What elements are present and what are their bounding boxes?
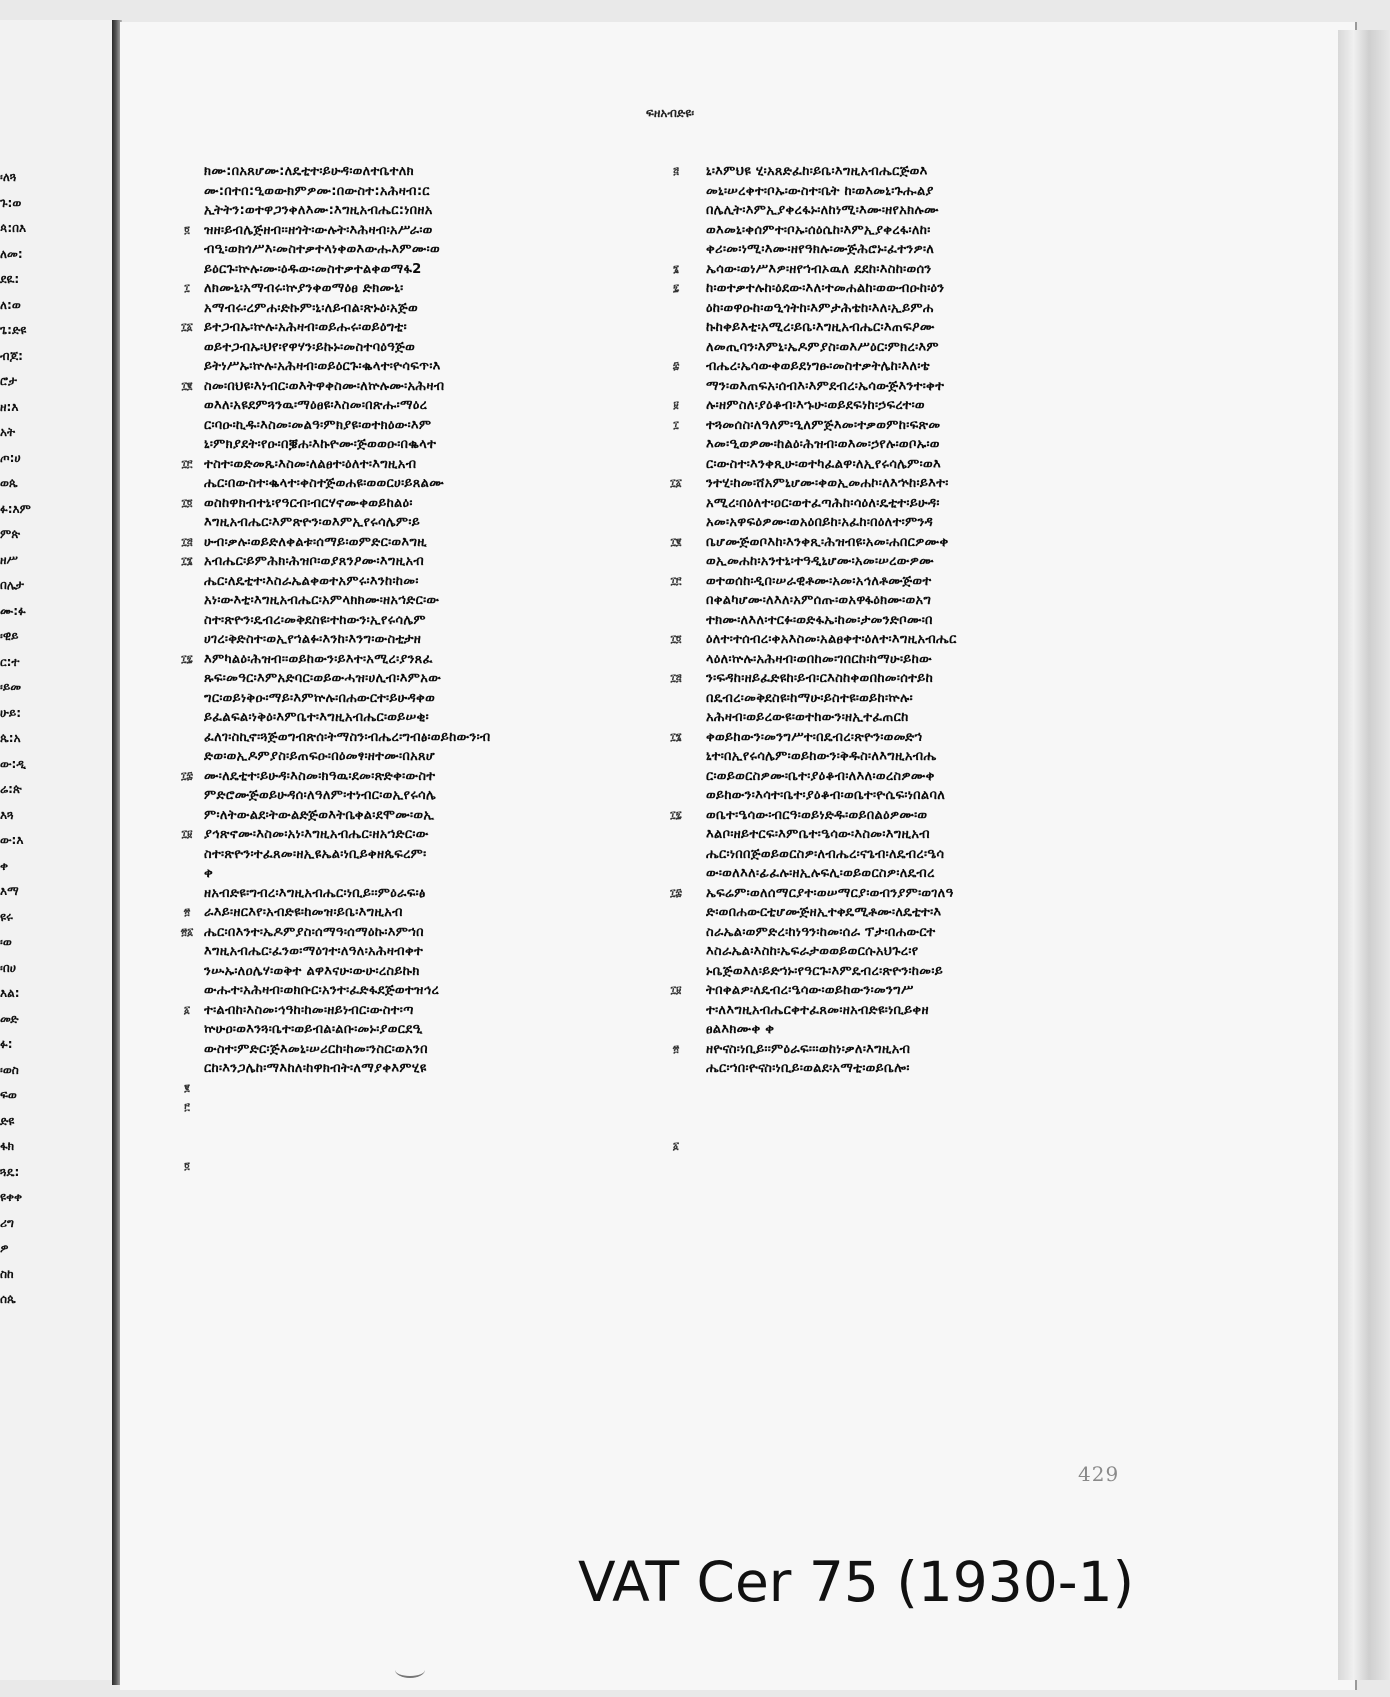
verse-number: ፳: [672, 1043, 680, 1055]
verse-number: ፲፰: [181, 770, 193, 782]
fragment-line: ዘሥ: [0, 552, 18, 567]
verse-number: ፪: [184, 1082, 190, 1094]
text-line: ምድሮሙጅወይሁዳሰ፡ለዓለም፡ተነብር፡ወኢየሩሳሌ: [204, 788, 436, 803]
fragment-line: ቀ: [0, 858, 9, 873]
verse-number: ፲፰: [670, 887, 682, 899]
text-line: በሌሊት፡እምኢያቀረፋኑ፡ለከነሚ፡እሙ፡ዘየአክሉሙ: [706, 203, 939, 218]
text-line: ዕለተ፡ተሰብረ፡ቀአእስመ፡አልፀቀተ፡ዕለተ፡እግዚአብሔር: [706, 632, 957, 647]
fragment-line: ጉ:ወ: [0, 195, 22, 210]
text-line: ግር፡ወይነቅዑ፡ማይ፡እምኵሉ፡በሐውርተ፡ይሁዳቀወ: [204, 690, 436, 706]
fragment-line: በሌታ: [0, 578, 24, 592]
verse-number: ፩: [183, 1004, 191, 1016]
verse-number: ፬: [184, 224, 190, 236]
fragment-line: ጦ:ሀ: [0, 450, 21, 465]
fragment-line: ፡ወስ: [0, 1062, 19, 1077]
fragment-line: ው:እ: [0, 833, 24, 847]
text-line: ድ፡ወበሐውርቲሆሙጅዘኢተቀዴሚቶሙ፡ለዴቲተ፡እ: [706, 905, 942, 920]
verse-number: ፲፬: [670, 634, 682, 645]
text-line: ኢትትን:ወተዋጋንቀለእሙ:እግዚአብሔር:ነበዘአ: [204, 203, 433, 218]
fragment-line: እጓ: [0, 807, 14, 822]
archive-caption: VAT Cer 75 (1930-1): [578, 1550, 1135, 1614]
fragment-line: ለመ:: [0, 246, 23, 261]
text-line: ስተ፡ጽዮን፡ተፈጸመ፡ዘኢዩኤል፡ነቢይቀዘጴፍረም፡: [204, 846, 427, 862]
text-line: ይዕርጉ፡ኵሉ፡ሙ፡ዕዱው፡መስተቃተልቀወማፋ2: [204, 261, 422, 277]
fragment-line: ዎ: [0, 1241, 9, 1255]
fragment-line: እል:: [0, 986, 20, 1000]
verse-number: ፳፩: [180, 926, 194, 938]
text-line: ያኅጽኖሙ፡እስመ፡አነ፡እግዚአብሔር፡ዘአኀድር፡ው: [204, 827, 429, 842]
text-line: ሔር፡በእንተ፡ኤዶምያስ፡ሰማዓ፡ሰማዕኩ፡እምኀበ: [204, 924, 424, 940]
text-line: እግዚአብሔር፡እምጽዮን፡ወእምኢየሩሳሌም፡ይ: [204, 515, 421, 530]
verse-number: ፲፬: [181, 497, 193, 509]
text-line: እስራኤል፡እስከ፡ኤፍራታወወይወርሱአህጉረ፡የ: [706, 944, 919, 959]
fragment-line: ሙ:ፉ: [0, 603, 26, 618]
text-line: ውሑተ፡አሕዛብ፡ወክቡር፡አንተ፡ፈድፋደጅወተዝኅረ: [204, 983, 440, 998]
text-line: ትበቀልዎ፡ለዴብረ፡ዔሳው፡ወይከውን፡መንግሥ: [706, 983, 914, 998]
text-line: በቀልካሆሙ፡ለእለ፡አምሰጡ፡ወአዋፋዕክሙ፡ወአግ: [706, 593, 932, 608]
verse-number: ፱: [673, 400, 679, 411]
text-line: ዕከ፡ወዋዑከ፡ወዒጎትከ፡እምታሕቴከ፡እለ፡ኢይምሐ: [706, 300, 934, 316]
text-line: ኩከቀይእቲ፡አሚረ፡ይቤ፡እግዚአብሔር፡እጠፍዖሙ: [706, 320, 935, 335]
text-line: ወኢመሐከ፡አንተኒ፡ተዓዲኒሆሙ፡አመ፡ሠረውዎሙ: [706, 554, 934, 569]
verse-number: ፲፱: [181, 829, 193, 840]
verse-number: ፲፪: [181, 380, 193, 392]
verse-number: ፮: [673, 263, 679, 275]
text-line: ኒ፡ምክያደት፡የዑ፡በቜሐ፡እኩዮሙ፡ጅወወዑ፡በቈላተ: [204, 437, 437, 452]
text-line: አሚረ፡በዕለተ፡ዐር፡ወተፈጣሕከ፡ሳዕለ፡ዴቲተ፡ይሁዳ፡: [706, 495, 940, 511]
text-line: አነ፡ውእቲ፡እግዚአብሔር፡አምላክክሙ፡ዘአኀድር፡ው: [204, 593, 440, 608]
fragment-line: ስከ: [0, 1266, 14, 1281]
text-line: ሁብ፡ቃሉ፡ወይድለቀልቱ፡ሰማይ፡ወምድር፡ወእግዚ: [204, 534, 428, 550]
text-line: አማብሩ፡ረምሐ፡ድኩም፡ኒ፡ለይብል፡ጽኑዕ፡አጅወ: [204, 300, 418, 316]
text-line: ንተሂ፡ከመ፡ሸአምኒሆሙ፡ቀወኢመሐኮ፡ለእኍከ፡ይእተ፡: [706, 476, 949, 491]
text-line: ፀልእክሙቀ ቀ: [706, 1022, 775, 1037]
verse-number: ፲፫: [181, 458, 193, 470]
text-line: ር፡ወይወርስዎሙ፡ቤተ፡ያዕቆብ፡ለእለ፡ወረስዎሙቀ: [706, 768, 935, 784]
text-line: ወይከውን፡እሳተ፡ቤተ፡ያዕቆብ፡ወቤተ፡ዮሴፍ፡ነበልባለ: [706, 788, 946, 803]
text-line: ቀሪ፡መ፡ነሚ፡እሙ፡ዘየዓክሉ፡ሙጅሕሮኑ፡ፈተንዎ፡ለ: [706, 242, 935, 257]
fragment-line: ጌ:ድዩ: [0, 323, 27, 337]
fragment-line: ለ:ወ: [0, 297, 21, 312]
fragment-line: ምጵ: [0, 527, 20, 541]
fragment-line: ወጴ: [0, 476, 18, 490]
text-line: ይተጋብኡ፡ኵሉ፡አሕዛብ፡ወይሑሩ፡ወይዕግቲ፡: [204, 320, 407, 335]
text-line: ሔር፡ለዴቲተ፡እስራኤልቀወተአምሩ፡እንከ፡ከመ፡: [204, 573, 419, 589]
text-line: ውስተ፡ምድር፡ጅእመኒ፡ሠሪርከ፡ከመ፡ንስር፡ወአንበ: [204, 1041, 428, 1057]
left-page-fragment: [0, 20, 115, 1680]
text-line: ራእይ፡ዘርእየ፡አብድዩ፡ከመዝ፡ይቤ፡እግዚአብ: [204, 905, 403, 920]
text-line: ክሙ:በአጸሆሙ:ለዴቲተ፡ይሁዳ፡ወለተቤተለክ: [204, 164, 415, 179]
text-line: ዘዮናስ፡ነቢይ፡፡ምዕራፍ፡፡፡ወከነ፡ቃለ፡እግዚአብ: [706, 1041, 911, 1057]
verse-number: ፲፫: [670, 575, 682, 587]
text-line: ም፡ለትውልደ፡ትውልድጅወእትቤቀል፡ደሞሙ፡ወኢ: [204, 807, 435, 823]
text-line: ላዕለ፡ኵሉ፡አሕዛብ፡ወበከመ፡ገበርከ፡ከማሁ፡ይከው: [706, 651, 932, 667]
fragment-line: መድ: [0, 1011, 19, 1026]
text-line: ስራኤል፡ወምድረ፡ከነዓን፡ከመ፡ሰራ ፕታ፡በሐውርተ: [706, 924, 936, 940]
text-line: ሔር፡ነበበጅወይወርስዎ፡ለብሔረ፡ናጌብ፡ለዴብረ፡ዔሳ: [706, 846, 945, 862]
text-line: ለመጢባን፡እምኒ፡ኤዶምያስ፡ወእሥዕር፡ምክረ፡እም: [706, 339, 939, 355]
fragment-line: ጴ:አ: [0, 731, 21, 745]
fragment-line: ሪግ: [0, 1215, 14, 1230]
verse-number: ፲፭: [670, 673, 682, 684]
text-line: ሔር፡ኀበ፡ዮናስ፡ነቢይ፡ወልደ፡አማቲ፡ወይቤሎ፡: [706, 1061, 910, 1076]
text-line: እልቦ፡ዘይተርፍ፡እምቤተ፡ዔሳው፡እስመ፡እግዚአብ: [706, 827, 930, 842]
text-line: ስተ፡ጽዮን፡ዴብረ፡መቅደስዩ፡ተከውን፡ኢየሩሳሌም: [204, 612, 426, 628]
fragment-line: ዩሩ: [0, 909, 13, 924]
fragment-line: እማ: [0, 884, 19, 898]
text-line: ይትነሥኡ፡ኵሉ፡አሕዛብ፡ወይዕርጉ፡ቈላተ፡ዮሳፍጥ፡እ: [204, 359, 441, 374]
verse-number: ፲፱: [670, 985, 682, 996]
text-line: ተጓመሰስ፡ለዓለም፡ዒለምጅእመ፡ተቃወምከ፡ፍጽመ: [706, 417, 941, 433]
verse-number: ፲፯: [670, 809, 682, 821]
text-line: ወቤተ፡ዔሳው፡ብርዓ፡ወይነድዱ፡ወይበልዕዎሙ፡ወ: [706, 807, 928, 823]
text-line: እመ፡ዒወዎሙ፡ከልዕ፡ሕዝብ፡ወእመ፡ኃየሉ፡ወቦኡ፡ወ: [706, 437, 940, 452]
fragment-line: ፉ:እም: [0, 501, 31, 516]
fragment-line: ፡ዊይ: [0, 629, 19, 643]
fragment-line: ፍወ: [0, 1088, 17, 1102]
fragment-line: ብጆ:: [0, 348, 23, 363]
text-line: ለክሙኒ፡አማብሩ፡ኵያንቀወማዕፀ ድክሙኒ፡: [204, 281, 404, 296]
text-line: ይፈልፍል፡ነቅዕ፡እምቤተ፡እግዚአብሔር፡ወይሠቂ፡: [204, 710, 429, 725]
text-line: ቤሆሙጅወቦእከ፡እንቀጺ፡ሕዝብዩ፡አመ፡ሐበርዎሙቀ: [706, 534, 949, 550]
text-line: ርከ፡እንጋሌከ፡ማእከለ፡ከዋክብት፡ለማያቀእምሂዩ: [204, 1061, 427, 1076]
text-line: ብዒ፡ወክጎሥእ፡መስተቃተላነቀወእውሑእምሙ፡ወ: [204, 242, 440, 257]
text-line: ሙ:በተበ:ዒወውክምዎሙ:በውስተ:አሕዛብ:ር: [204, 183, 430, 199]
text-line: ኒተ፡በኢየሩሳሌም፡ወይከውን፡ቅዱስ፡ለእግዚአብሔ: [706, 749, 937, 764]
fragment-line: ሁይ:: [0, 705, 22, 720]
running-header: ፍዘአብድዩ፡: [645, 106, 695, 120]
verse-number: ፲፪: [670, 536, 682, 548]
text-line: ወይተጋብኡ፡ህየ፡የዋሃን፡ይኩኑ፡መስተባዕዓጅወ: [204, 339, 416, 355]
fragment-line: ሰጴ: [0, 1292, 16, 1306]
text-line: ር፡ውስተ፡እንቀጺሁ፡ወተካፈልዋ፡ለኢየሩሳሌም፡ወእ: [706, 456, 942, 472]
text-line: ብሔረ፡ኤሳውቀወይደነግፁ፡መስተቃትሌከ፡እለ፡ቴ: [706, 359, 930, 374]
text-line: ፈለገ፡ስኪኖ፡ጓጅወግብጽሰ፡ትማስን፡ብሔረ፡ግብፅ፡ወይከውን፡ብ: [204, 729, 491, 745]
verse-number: ፲፮: [670, 731, 682, 743]
fragment-line: ፡በሀ: [0, 960, 16, 975]
text-line: ማን፡ወእጠፍአ፡ሰብእ፡እምደብረ፡ኤሳውጅእንተ፡ቀተ: [706, 378, 945, 394]
fragment-line: ፉ:: [0, 1037, 13, 1051]
text-line: ወስከዋክብተኒ፡የዓርብ፡ብርሃኖሙቀወይከልዕ፡: [204, 495, 413, 511]
verse-number: ፲፮: [181, 556, 193, 567]
text-line: ተስተ፡ወድመጼ፡እስመ፡ለልፀተ፡ዕለተ፡እግዚአብ: [204, 456, 417, 472]
verse-number: ፰: [672, 361, 680, 372]
text-line: ኤሳው፡ወነሥእዎ፡ዘየኀብኦዉለ ደደከ፡እስከ፡ወሰን: [706, 261, 932, 277]
text-line: ሙ፡ለዴቲተ፡ይሁዳ፡እስመ፡ክዓዉ፡ደመ፡ጽድቀ፡ውስተ: [204, 768, 436, 784]
text-column-right: [706, 162, 1146, 1402]
page-edge: [1338, 30, 1390, 1680]
bottom-mark: [395, 1662, 425, 1678]
verse-number: ፲፯: [181, 653, 193, 665]
fragment-line: ፡ለጓ: [0, 170, 17, 184]
text-line: ንሡኡ፡ለዐሌሃ፡ወቅተ ልዋእናሁ፡ውሁ፡ረስይኩክ: [204, 963, 420, 979]
fragment-line: ሬ:ጵ: [0, 782, 22, 796]
text-line: ኵሁዐ፡ወእንጓ፡ቤተ፡ወይብል፡ልቡ፡መኑ፡ያወርደዒ: [204, 1022, 423, 1037]
text-line: ው፡ወለእለ፡ፊፈሉ፡ዘኢሉፍሊ፡ወይወርስዎ፡ለዴብረ: [706, 866, 935, 881]
fragment-line: ው:ዲ: [0, 756, 26, 771]
verse-number: ፬: [184, 1160, 190, 1172]
text-line: ዝዘ፡ይብሌጅዘብ፡፡ዘጎት፡ውሉት፡እሕዛብ፡አሥራ፡ወ: [204, 222, 433, 238]
verse-number: ፫: [184, 1102, 190, 1113]
text-line: ተ፡ልብከ፡እስመ፡ኅዓከ፡ከመ፡ዘይነብር፡ውስተ፡ጣ: [204, 1002, 414, 1018]
verse-number: ፭: [673, 166, 679, 177]
fragment-line: ር:ተ: [0, 654, 20, 669]
verse-number: ፳: [183, 907, 191, 918]
text-line: ስመ፡በህዩ፡እነብር፡ወእትዋቀስሙ፡ለኵሉሙ፡አሕዛብ: [204, 378, 445, 394]
text-line: እግዚአብሔር፡ፈንወ፡ማዕገተ፡ለዓለ፡አሕዛብቀተ: [204, 944, 424, 959]
verse-number: ፲: [184, 283, 190, 294]
text-line: አሕዛብ፡ወይረውዩ፡ወተከውን፡ዘኢተፈጠርከ: [706, 710, 909, 725]
fragment-line: ፡ይመ: [0, 680, 22, 694]
fragment-line: ፡ወ: [0, 935, 12, 949]
text-line: ኤፍሬም፡ወለሰማርያተ፡ወሠማርያ፡ወብንያም፡ወገለዓ: [706, 885, 954, 901]
text-line: ወእመኒ፡ቀሰምተ፡ቦኡ፡ሰዕሴከ፡እምኢያቀረፋ፡ለከ፡: [706, 222, 931, 238]
text-line: አመ፡አዋፍዕዎሙ፡ወአዕበይከ፡አፈከ፡በዕለተ፡ምንዳ: [706, 515, 934, 530]
page-number: 429: [1078, 1462, 1120, 1486]
verse-number: ፲: [673, 419, 679, 431]
text-line: ሀገረ፡ቅድስተ፡ወኢየኀልፉ፡እንከ፡እንግ፡ውስቲታዘ: [204, 632, 422, 647]
text-line: ቀ: [204, 866, 214, 881]
fragment-line: ዘ:እ: [0, 399, 19, 414]
text-line: ኑቤጅወእለ፡ይድኀኑ፡የዓርጉ፡እምዴብረ፡ጽዮን፡ከመ፡ይ: [706, 963, 944, 979]
text-line: ተክሙ፡ለእለ፡ተርፉ፡ወድፋኤ፡ከመ፡ታመንድቦሙ፡በ: [706, 612, 933, 628]
fragment-line: አት: [0, 425, 16, 439]
text-line: መኒ፡ሠረቀተ፡ቦኡ፡ውስተ፡ቤት ከ፡ወእመኒ፡ጉሑልያ: [706, 183, 934, 199]
text-line: ከ፡ወተቃተሉከ፡ዕደው፡እለ፡ተመሐልከ፡ወውብዑከ፡ዕን: [706, 281, 945, 296]
verse-number: ፯: [672, 283, 680, 294]
text-line: ሉ፡ዘምስለ፡ያዕቆብ፡እኁሁ፡ወይደፍነከ፡ኃፍረተ፡ወ: [706, 398, 925, 413]
fragment-line: ዩቀቀ: [0, 1190, 23, 1204]
text-line: ሔር፡በውስተ፡ቈላተ፡ቀስተጅወሐዩ፡ወወርሀ፡ይጸልሙ: [204, 476, 445, 491]
text-line: በዴብረ፡መቅደስዩ፡ከማሁ፡ይስተዩ፡ወይከ፡ኵሉ፡: [706, 690, 913, 706]
fragment-line: ደዪ:: [0, 272, 20, 286]
text-line: ቀወይከውን፡መንግሥተ፡በዴብረ፡ጽዮን፡ወመድኀ: [706, 729, 923, 745]
text-line: እምካልዕ፡ሕዝብ፡፡ወይከውን፡ይእተ፡አሚረ፡ያንጸፈ: [204, 651, 433, 667]
verse-number: ፲፩: [181, 322, 193, 333]
text-line: አብሔር፡ይምሕክ፡ሕዝቦ፡ወያጸንዖሙ፡እግዚአብ: [204, 554, 425, 569]
fragment-line: ሮታ: [0, 374, 17, 388]
text-line: ዘአብድዩ፡ግብረ፡እግዚአብሔር፡ነቢይ፡፡ምዕራፍ፡ፅ: [204, 885, 426, 901]
text-line: ጹፍ፡መዓር፡እምአድባር፡ወይውሓዝ፡ሀሊብ፡እምአው: [204, 671, 442, 686]
text-line: ወእለ፡አዩደምጓንዉ፡ማዕፀዩ፡እስመ፡በጽሑ፡ማዕረ: [204, 398, 428, 413]
text-line: ኒ፡እምህዩ ሂ፡አጸድፈከ፡ይቤ፡እግዚአብሔርጅወእ: [706, 164, 928, 179]
text-line: ወተወሰከ፡ዲበ፡ሠራዊቶሙ፡አመ፡አኅለቶሙጅወተ: [706, 573, 932, 589]
verse-number: ፲፭: [181, 536, 193, 548]
fragment-line: ጓዴ:: [0, 1164, 20, 1179]
text-line: ን፡ፍዳከ፡ዘይፈድዩከ፡ይብ፡ርእስከቀወበከመ፡ሰተይከ: [706, 671, 934, 686]
text-line: ድወ፡ወኢዶምያስ፡ይጠፍዑ፡በዕመፃ፡ዘተሙ፡በአጸሆ: [204, 749, 436, 764]
verse-number: ፩: [672, 1141, 680, 1152]
text-column-left: [204, 162, 644, 1402]
fragment-line: ድዩ: [0, 1113, 15, 1128]
text-line: ር፡ባዑ፡ኪዱ፡እስመ፡መልዓ፡ምክያዩ፡ወተክዕው፡እም: [204, 417, 432, 433]
verse-number: ፲፩: [670, 478, 682, 489]
text-line: ተ፡ለእግዚአብሔርቀተፈጸመ፡ዘአብድዩ፡ነቢይቀዘ: [706, 1002, 929, 1018]
fragment-line: ጳ:በእ: [0, 221, 27, 235]
fragment-line: ፋክ: [0, 1139, 15, 1153]
